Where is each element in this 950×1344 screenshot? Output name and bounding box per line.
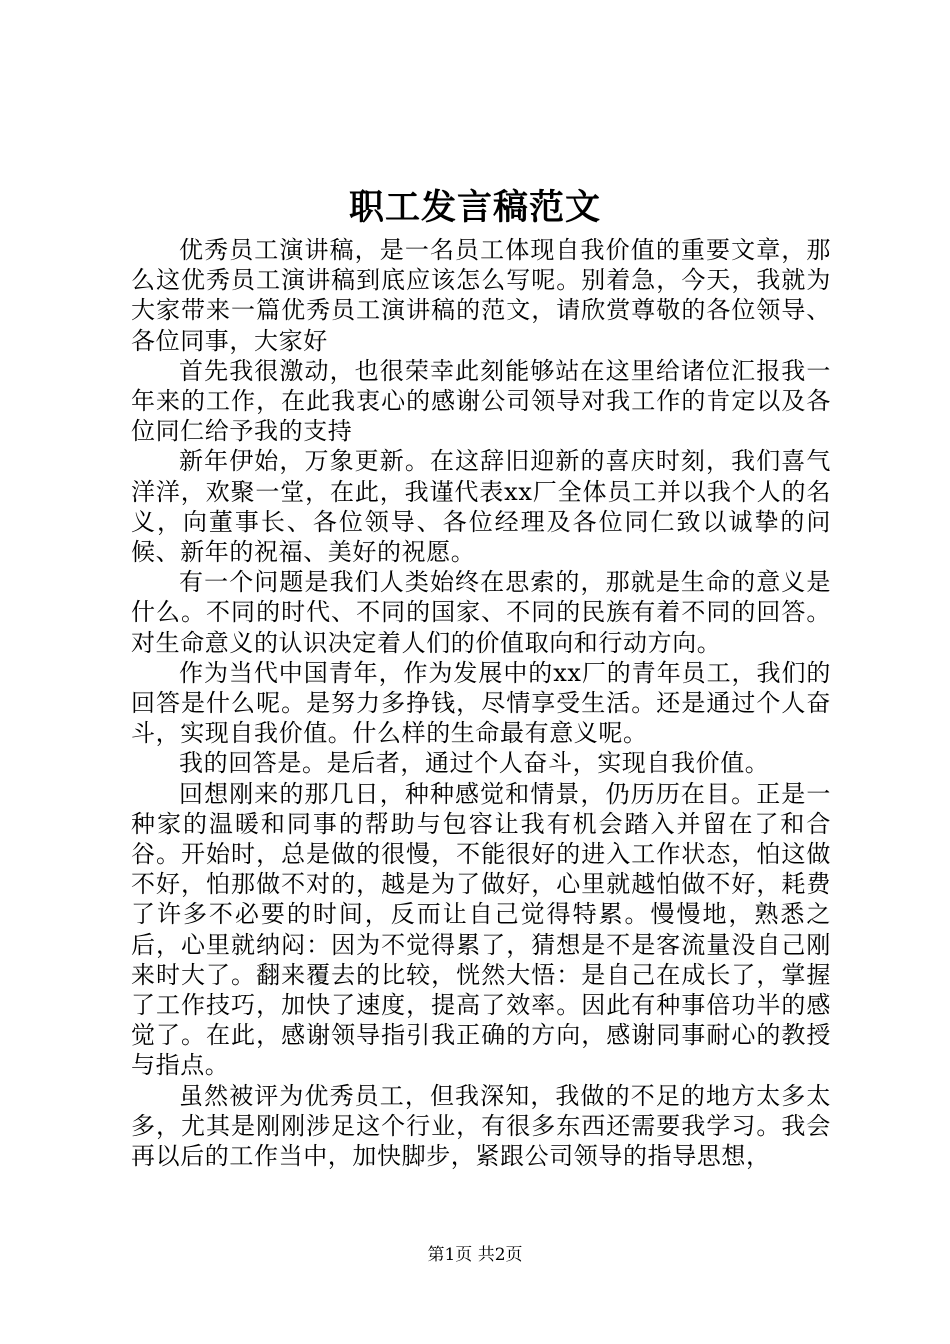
document-title: 职工发言稿范文 <box>348 187 601 228</box>
paragraph: 作为当代中国青年，作为发展中的xx厂的青年员工，我们的回答是什么呢。是努力多挣钱，尽情享受生活。还是通过个人奋斗，实现自我价值。什么样的生命最有意义呢。 <box>131 658 831 748</box>
paragraph: 优秀员工演讲稿，是一名员工体现自我价值的重要文章，那么这优秀员工演讲稿到底应该怎么写呢。别着急，今天，我就为大家带来一篇优秀员工演讲稿的范文，请欣赏尊敬的各位领导、各位同事，大家好 <box>131 236 831 355</box>
paragraph: 我的回答是。是后者，通过个人奋斗，实现自我价值。 <box>179 749 770 778</box>
paragraph: 回想刚来的那几日，种种感觉和情景，仍历历在目。正是一种家的温暖和同事的帮助与包容让我有机会踏入并留在了和合谷。开始时，总是做的很慢，不能很好的进入工作状态，怕这做不好，怕那做不对的，越是为了做好，心里就越怕做不好，耗费了许多不必要的时间，反而让自己觉得特累。慢慢地，熟悉之后，心里就纳闷：因为不觉得累了，猜想是不是客流量没自己刚来时大了。翻来覆去的比较，恍然大悟：是自己在成长了，掌握了工作技巧，加快了速度，提高了效率。因此有种事倍功半的感觉了。在此，感谢领导指引我正确的方向，感谢同事耐心的教授与指点。 <box>131 779 831 1080</box>
paragraph: 首先我很激动，也很荣幸此刻能够站在这里给诸位汇报我一年来的工作，在此我衷心的感谢公司领导对我工作的肯定以及各位同仁给予我的支持 <box>131 356 831 446</box>
paragraph: 虽然被评为优秀员工，但我深知，我做的不足的地方太多太多，尤其是刚刚涉足这个行业，有很多东西还需要我学习。我会再以后的工作当中，加快脚步，紧跟公司领导的指导思想， <box>131 1081 831 1171</box>
page-number-footer: 第1页 共2页 <box>427 1245 523 1265</box>
document-body <box>131 235 831 1171</box>
paragraph: 有一个问题是我们人类始终在思索的，那就是生命的意义是什么。不同的时代、不同的国家、不同的民族有着不同的回答。对生命意义的认识决定着人们的价值取向和行动方向。 <box>131 568 831 657</box>
paragraph: 新年伊始，万象更新。在这辞旧迎新的喜庆时刻，我们喜气洋洋，欢聚一堂，在此，我谨代表xx厂全体员工并以我个人的名义，向董事长、各位领导、各位经理及各位同仁致以诚挚的问候、新年的祝福、美好的祝愿。 <box>131 447 831 567</box>
